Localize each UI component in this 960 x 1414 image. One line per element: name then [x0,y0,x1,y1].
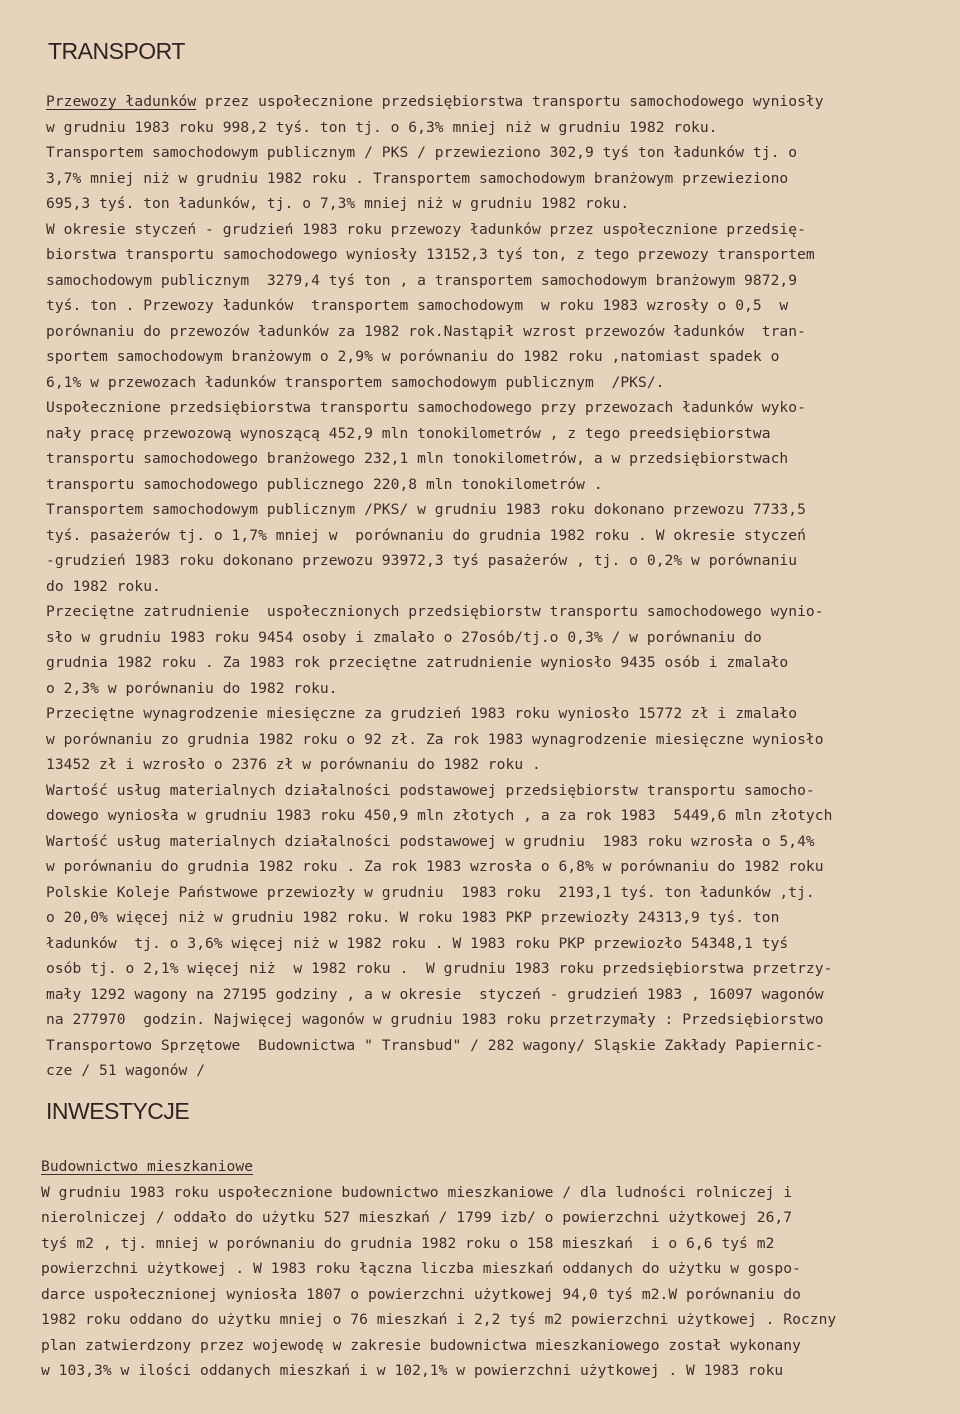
text-line: 695,3 tyś. ton ładunków, tj. o 7,3% mniej niż w grudniu 1982 roku. [46,195,630,212]
text-line: sło w grudniu 1983 roku 9454 osoby i zmalało o 27osób/tj.o 0,3% / w porównaniu do [46,628,762,646]
text-line: tyś. ton . Przewozy ładunków transportem samochodowym w roku 1983 wzrosły o 0,5 w [46,297,789,314]
text-line: 6,1% w przewozach ładunków transportem samochodowym publicznym /PKS/. [46,373,665,391]
text-line: grudnia 1982 roku . Za 1983 rok przeciętne zatrudnienie wyniosło 9435 osób i zmalało [46,654,789,671]
text-line: na 277970 godzin. Najwięcej wagonów w grudniu 1983 roku przetrzymały : Przedsiębiorstwo [46,1011,824,1028]
text-line: Polskie Koleje Państwowe przewiozły w grudniu 1983 roku 2193,1 tyś. ton ładunków ,tj. [46,883,815,901]
text-line: darce uspołecznionej wyniosła 1807 o powierzchni użytkowej 94,0 tyś m2.W porównaniu do [41,1285,801,1303]
investment-text-block [41,1154,937,1384]
text-line: w 103,3% w ilości oddanych mieszkań i w 102,1% w powierzchni użytkowej . W 1983 roku [41,1362,784,1379]
text-line: 13452 zł i wzrosło o 2376 zł w porównaniu do 1982 roku . [46,756,541,773]
text-line: powierzchni użytkowej . W 1983 roku łączna liczba mieszkań oddanych do użytku w gospo- [41,1260,801,1277]
text-line: transportu samochodowego publicznego 220,8 mln tonokilometrów . [46,475,603,493]
text-line: osób tj. o 2,1% więcej niż w 1982 roku . W grudniu 1983 roku przedsiębiorstwa przetrzy- [46,960,833,977]
text-line: o 2,3% w porównaniu do 1982 roku. [46,679,338,697]
text-line: cze / 51 wagonów / [46,1062,206,1079]
transport-text-block [46,89,938,1084]
text-line: dowego wyniosła w grudniu 1983 roku 450,9 mln złotych , a za rok 1983 5449,6 mln złotych [46,807,833,824]
text-line: Przeciętne wynagrodzenie miesięczne za grudzień 1983 roku wyniosło 15772 zł i zmalało [46,705,798,722]
text-line: mały 1292 wagony na 27195 godziny , a w okresie styczeń - grudzień 1983 , 16097 wagonów [46,985,824,1003]
section-heading-transport: TRANSPORT [48,38,185,64]
section-heading-investment: INWESTYCJE [46,1098,190,1124]
text-line: do 1982 roku. [46,577,161,595]
text-line: Wartość usług materialnych działalności podstawowej przedsiębiorstw transportu samocho- [46,781,815,799]
text-line: w porównaniu zo grudnia 1982 roku o 92 zł. Za rok 1983 wynagrodzenie miesięczne wyniosło [46,730,824,748]
subsection-title: Budownictwo mieszkaniowe [41,1158,254,1175]
text-line: W okresie styczeń - grudzień 1983 roku przewozy ładunków przez uspołecznione przedsię- [46,220,806,238]
text-line: w porównaniu do grudnia 1982 roku . Za rok 1983 wzrosła o 6,8% w porównaniu do 1982 roku [46,858,824,875]
text-line: Uspołecznione przedsiębiorstwa transportu samochodowego przy przewozach ładunków wyko- [46,399,806,416]
text-line: o 20,0% więcej niż w grudniu 1982 roku. W roku 1983 PKP przewiozły 24313,9 tyś. ton [46,909,780,926]
text-line: Transportem samochodowym publicznym / PKS / przewieziono 302,9 tyś ton ładunków tj. o [46,144,798,161]
text-line: samochodowym publicznym 3279,4 tyś ton , a transportem samochodowym branżowym 9872,9 [46,271,798,289]
text-line: porównaniu do przewozów ładunków za 1982 rok.Nastąpił wzrost przewozów ładunków tran- [46,322,806,340]
text-line: nały pracę przewozową wynoszącą 452,9 mln tonokilometrów , z tego preedsiębiorstwa [46,424,771,442]
text-line: plan zatwierdzony przez wojewodę w zakresie budownictwa mieszkaniowego został wykonany [41,1336,801,1354]
text-line: -grudzień 1983 roku dokonano przewozu 93972,3 tyś pasażerów , tj. o 0,2% w porównaniu [46,552,798,569]
text-line: tyś m2 , tj. mniej w porównaniu do grudnia 1982 roku o 158 mieszkań i o 6,6 tyś m2 [41,1234,775,1252]
text-line: ładunków tj. o 3,6% więcej niż w 1982 roku . W 1983 roku PKP przewiozło 54348,1 tyś [46,934,789,952]
text-line: 1982 roku oddano do użytku mniej o 76 mieszkań i 2,2 tyś m2 powierzchni użytkowej . Roczny [41,1311,837,1328]
text-line: Przeciętne zatrudnienie uspołecznionych przedsiębiorstw transportu samochodowego wynio- [46,603,824,620]
text-line: tyś. pasażerów tj. o 1,7% mniej w porównaniu do grudnia 1982 roku . W okresie styczeń [46,526,806,544]
text-line: transportu samochodowego branżowego 232,1 mln tonokilometrów, a w przedsiębiorstwach [46,450,789,467]
text-line: nierolniczej / oddało do użytku 527 mieszkań / 1799 izb/ o powierzchni użytkowej 26,7 [41,1209,793,1226]
text-line: biorstwa transportu samochodowego wyniosły 13152,3 tyś ton, z tego przewozy transportem [46,246,815,263]
text-line: Transportem samochodowym publicznym /PKS/ w grudniu 1983 roku dokonano przewozu 7733,5 [46,501,806,518]
text-line: Wartość usług materialnych działalności podstawowej w grudniu 1983 roku wzrosła o 5,4% [46,832,815,850]
text-line: Transportowo Sprzętowe Budownictwa " Transbud" / 282 wagony/ Sląskie Zakłady Papiernic- [46,1036,824,1054]
underlined-term: Przewozy ładunków [46,93,197,110]
text-line: W grudniu 1983 roku uspołecznione budownictwo mieszkaniowe / dla ludności rolniczej i [41,1183,793,1201]
text-line: 3,7% mniej niż w grudniu 1982 roku . Transportem samochodowym branżowym przewieziono [46,169,789,187]
text-line: sportem samochodowym branżowym o 2,9% w porównaniu do 1982 roku ,natomiast spadek o [46,348,780,365]
text-line: Przewozy ładunków przez uspołecznione przedsiębiorstwa transportu samochodowego wyniosły [46,93,824,110]
text-line: w grudniu 1983 roku 998,2 tyś. ton tj. o 6,3% mniej niż w grudniu 1982 roku. [46,118,718,136]
